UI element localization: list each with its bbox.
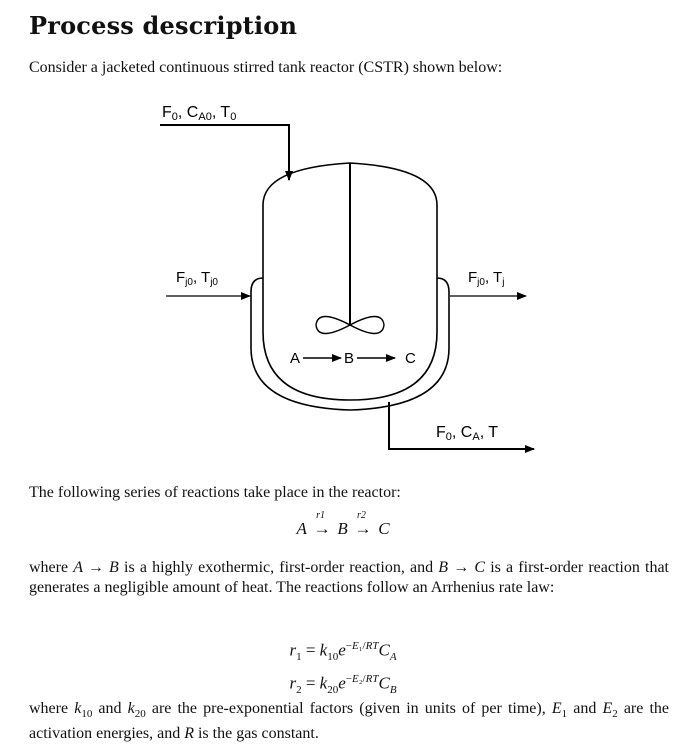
series-text: The following series of reactions take place in the reactor: — [29, 484, 401, 501]
jacket-inlet-label: $F_{j0}$, $T_{j0}$ — [176, 269, 218, 288]
feed-label: F0, CA0, T0 — [162, 104, 237, 123]
scheme-species-a: A — [296, 519, 307, 538]
reaction-species-c: C — [405, 350, 416, 367]
impeller-left-blade — [316, 317, 350, 334]
reaction-species-a: A — [290, 350, 301, 367]
scheme-species-b: B — [337, 519, 348, 538]
impeller-right-blade — [350, 317, 384, 334]
scheme-species-c: C — [378, 519, 390, 538]
page-title: Process description — [29, 11, 298, 40]
outlet-label: F0, CA, T — [436, 424, 499, 443]
rate-equation-1: $r_1 = k_{10}e^{-E_1/RT}C_A$ — [289, 640, 397, 664]
intro-text: Consider a jacketed continuous stirred tank reactor (CSTR) shown below: — [29, 59, 503, 76]
scheme-arrow-2: r2 → — [354, 510, 372, 538]
scheme-rate-1: r1 — [316, 510, 325, 521]
rate-equation-2: $r_2 = k_{20}e^{-E_2/RT}C_B$ — [289, 673, 397, 697]
feed-line — [160, 125, 289, 180]
scheme-rate-2: r2 — [356, 510, 366, 521]
jacket-outlet-label: $F_{j0}$, $T_j$ — [468, 269, 505, 288]
paragraph-2: where A → B is a highly exothermic, first-order reaction, and B → C is a first-order reaction that generates a negligible amount of heat. The reactions follow an Arrhenius rate law: — [29, 559, 670, 596]
reaction-scheme — [0, 510, 686, 539]
rate-equations — [0, 635, 686, 701]
scheme-arrow-1: r1 → — [313, 510, 331, 538]
paragraph-3: where $k_{10}$ and $k_{20}$ are the pre-exponential factors (given in units of per time), $E_1$ and $E_2$ are the activation energies, and R is the gas constant. — [29, 700, 670, 743]
reaction-species-b: B — [344, 350, 355, 367]
